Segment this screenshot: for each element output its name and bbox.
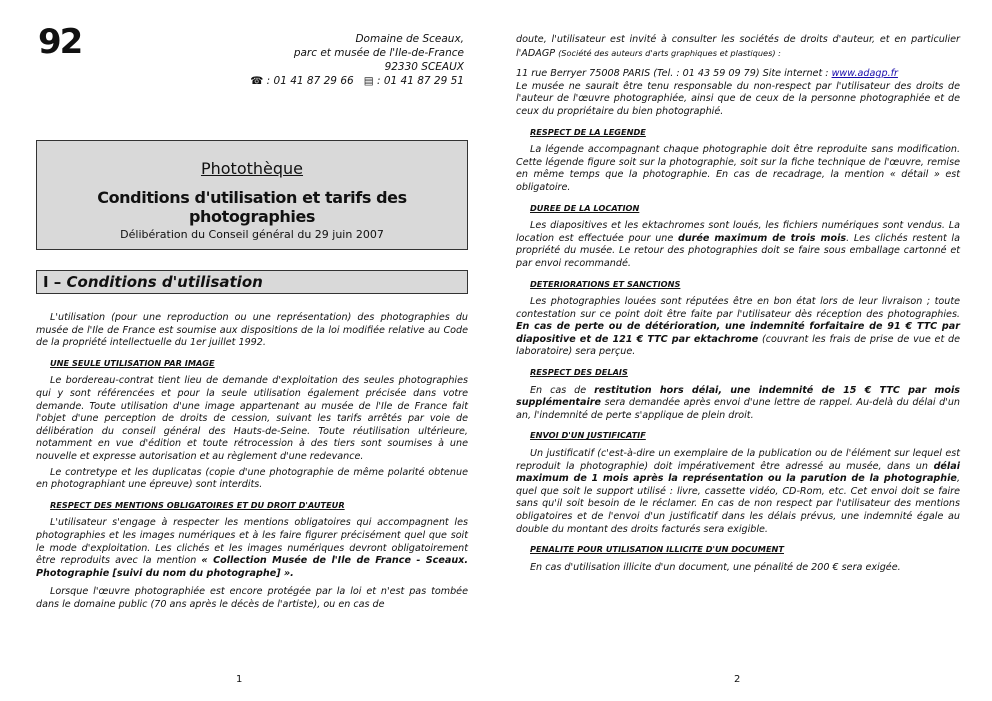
left-column xyxy=(36,312,468,614)
subheading: RESPECT DE LA LEGENDE xyxy=(530,126,646,137)
paragraph: En cas d'utilisation illicite d'un document, une pénalité de 200 € sera exigée. xyxy=(530,561,901,573)
paragraph: Lorsque l'œuvre photographiée est encore protégée par la loi et n'est pas tombée dans le domaine public (70 ans après le décès de l'artiste), ou en cas de xyxy=(36,586,468,610)
paragraph-text: Le musée ne saurait être tenu responsable du non-respect par l'utilisateur des droits de l'auteur de l'œuvre photographiée, ainsi que de ceux de la personne photographiée et de ceux du propriétaire du bien photographié. xyxy=(516,80,960,117)
paragraph-text: sera demandée après envoi d'une lettre de rappel. Au-delà du délai d'un an, l'indemnité de perte s'applique de plein droit. xyxy=(516,397,960,421)
paragraph-text: Les diapositives et les ektachromes sont loués, les fichiers numériques sont vendus. La location est effectuée pour une xyxy=(516,220,960,244)
title-box xyxy=(36,140,468,250)
emphasis: délai maximum de 1 mois après la représentation ou la parution de la photographie xyxy=(516,460,960,485)
address-text: 11 rue Berryer 75008 PARIS (Tel. : 01 43 59 09 79) Site internet : xyxy=(516,68,832,80)
paragraph-text: doute, l'utilisateur est invité à consulter les sociétés de droits d'auteur, et en particulier l'ADAGP xyxy=(516,34,960,59)
page-number: 2 xyxy=(734,674,741,685)
subheading: RESPECT DES DELAIS xyxy=(530,367,628,378)
adagp-link[interactable]: www.adagp.fr xyxy=(831,68,898,80)
paragraph xyxy=(516,296,960,359)
paragraph: La légende accompagnant chaque photographie doit être reproduite sans modification. Cette légende figure soit sur la photographie, soit sur la fiche technique de l'œuvre, remise en même temps que la photographie. En cas de recadrage, la mention « détail » est obligatoire. xyxy=(516,144,960,193)
paragraph xyxy=(516,385,960,423)
emphasis: durée maximum de trois mois xyxy=(677,232,847,244)
right-column xyxy=(516,34,960,577)
paragraph: Le bordereau-contrat tient lieu de demande d'exploitation des seules photographies qui y sont référencées et pour la seule utilisation également précisée dans votre demande. Toute utilisation d'une image appartenant au musée de l'Ile de France fait l'objet d'une perception de droits de cession, suivant les tarifs arrêtés par voie de délibération du conseil général des Hauts-de-Seine. Toute réutilisation ultérieure, notamment en vue d'édition et toute rétrocession à des tiers sont soumises à une nouvelle et expresse autorisation et au règlement d'une redevance. xyxy=(36,375,468,462)
paragraph-text: Un justificatif (c'est-à-dire un exemplaire de la publication ou de l'élément sur lequel est reproduit la photographie) doit impérativement être adressé au musée, dans un xyxy=(516,448,960,472)
subheading: DETERIORATIONS ET SANCTIONS xyxy=(530,278,681,289)
mandatory-credit: « Collection Musée de l'Ile de France - Sceaux. Photographie [suivi du nom du photographe] ». xyxy=(36,555,468,579)
paragraph: Le contretype et les duplicatas (copie d'une photographie de même polarité obtenue en photographiant une épreuve) sont interdits. xyxy=(36,466,468,491)
paragraph xyxy=(516,220,960,270)
section-title: Conditions d'utilisation xyxy=(66,273,263,291)
paragraph xyxy=(516,448,960,536)
subheading: DUREE DE LA LOCATION xyxy=(530,202,640,213)
address-line: Domaine de Sceaux, xyxy=(355,33,464,45)
address-block xyxy=(250,32,464,88)
subheading: UNE SEULE UTILISATION PAR IMAGE xyxy=(50,357,215,368)
paragraph-text: Les photographies louées sont réputées être en bon état lors de leur livraison ; toute contestation sur ce point doit être faite par l'utilisateur dès réception des photographies. xyxy=(516,296,960,320)
page-right xyxy=(496,0,992,701)
paragraph xyxy=(516,34,960,60)
subheading: ENVOI D'UN JUSTIFICATIF xyxy=(530,430,646,441)
paragraph-text: (couvrant les frais de prise de vue et de laboratoire) sera perçue. xyxy=(516,333,960,358)
address-line: parc et musée de l'Ile-de-France xyxy=(293,47,464,59)
page-title: Conditions d'utilisation et tarifs des photographies xyxy=(97,188,407,226)
emphasis: restitution hors délai, une indemnité de 15 € TTC par mois supplémentaire xyxy=(516,384,960,409)
department-logo: 92 xyxy=(38,22,82,62)
page-subtitle: Photothèque xyxy=(200,159,304,178)
paragraph-text: L'utilisateur s'engage à respecter les mentions obligatoires qui accompagnent les photographies et les images numériques et à les faire figurer précisément quel que soit le mode d'exploitation. Les clichés et les images numériques devront obligatoirement être reproduits avec la mention xyxy=(36,517,468,567)
paragraph xyxy=(516,68,960,118)
paragraph-text: . Les clichés restent la propriété du musée. Le retour des photographies doit se faire sous emballage cartonné et par envoi recommandé. xyxy=(516,232,960,269)
page-number: 1 xyxy=(236,674,243,685)
paragraph-text: En cas de xyxy=(530,384,595,396)
subheading: RESPECT DES MENTIONS OBLIGATOIRES ET DU DROIT D'AUTEUR xyxy=(50,499,345,510)
section-heading xyxy=(36,270,468,294)
section-number: I – xyxy=(43,273,67,291)
subheading: PENALITE POUR UTILISATION ILLICITE D'UN DOCUMENT xyxy=(530,544,784,555)
paragraph-note: (Société des auteurs d'arts graphiques et plastiques) : xyxy=(558,47,781,58)
deliberation-date: Délibération du Conseil général du 29 juin 2007 xyxy=(120,228,384,241)
paragraph-text: , quel que soit le support utilisé : livre, cassette vidéo, CD-Rom, etc. Cet envoi doit se faire sans qu'il soit besoin de le réclamer. En cas de non respect par l'utilisateur des mentions obligatoires et de l'envoi d'un justificatif dans les délais prévus, une indemnité égale au double du montant des droits facturés sera exigible. xyxy=(516,473,960,535)
contact-line xyxy=(250,74,464,88)
phone-number: ☎ : 01 41 87 29 66 xyxy=(250,75,354,87)
emphasis: En cas de perte ou de détérioration, une indemnité forfaitaire de 91 € TTC par diapositive et de 121 € TTC par ektachrome xyxy=(516,321,960,345)
intro-paragraph: L'utilisation (pour une reproduction ou une représentation) des photographies du musée de l'Ile de France est soumise aux dispositions de la loi modifiée relative au Code de la propriété intellectuelle du 1er juillet 1992. xyxy=(36,312,468,349)
fax-number: ▤ : 01 41 87 29 51 xyxy=(363,75,464,87)
address-line: 92330 SCEAUX xyxy=(384,61,464,73)
paragraph xyxy=(36,517,468,580)
